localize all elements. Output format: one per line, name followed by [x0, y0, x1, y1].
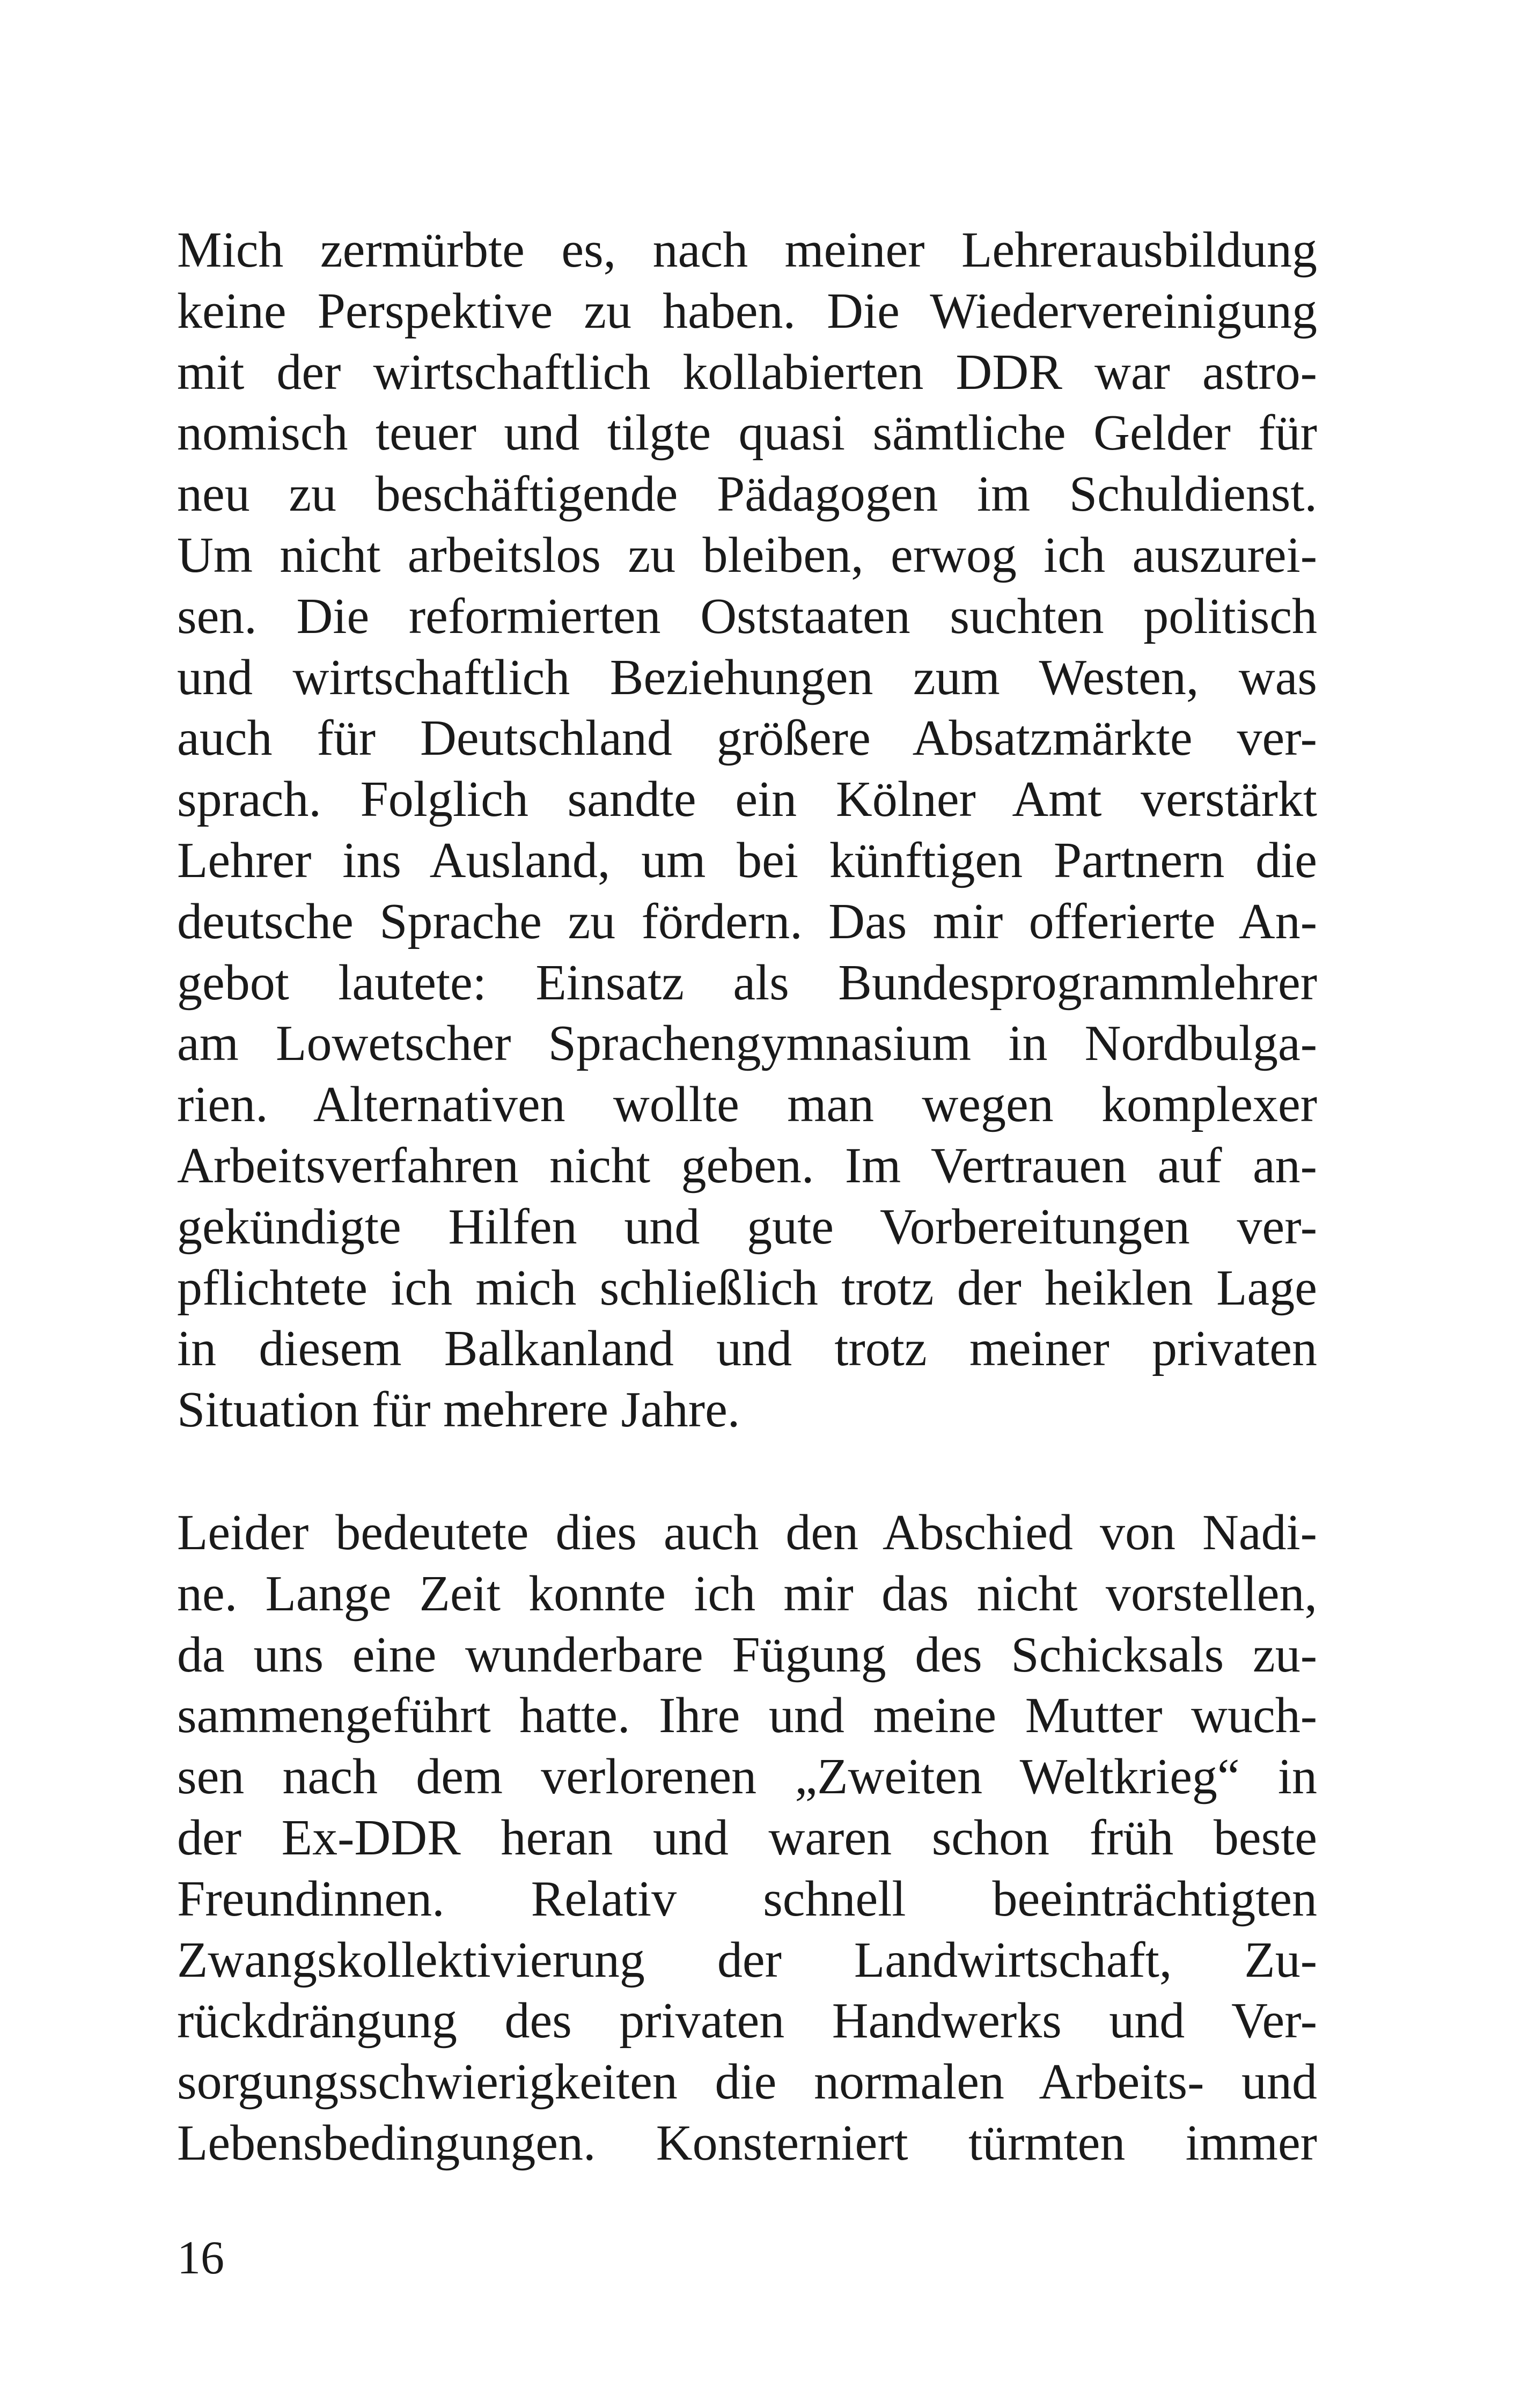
text-line: neu zu beschäftigende Pädagogen im Schuldienst.	[177, 466, 1317, 522]
text-line: sen nach dem verlorenen „Zweiten Weltkrieg“ in	[177, 1749, 1317, 1805]
text-line: Leider bedeutete dies auch den Abschied von Nadi-	[177, 1504, 1317, 1560]
text-line: sprach. Folglich sandte ein Kölner Amt verstärkt	[177, 771, 1317, 828]
text-line: Um nicht arbeitslos zu bleiben, erwog ich auszurei-	[177, 527, 1317, 583]
text-line: gebot lautete: Einsatz als Bundesprogrammlehrer	[177, 954, 1317, 1011]
text-line: rückdrängung des privaten Handwerks und Ver-	[177, 1993, 1317, 2049]
page-body	[177, 220, 1317, 2174]
text-line: deutsche Sprache zu fördern. Das mir offerierte An-	[177, 893, 1317, 949]
paragraph-2	[177, 1503, 1317, 2174]
text-line: da uns eine wunderbare Fügung des Schicksals zu-	[177, 1626, 1317, 1683]
text-line: keine Perspektive zu haben. Die Wiedervereinigung	[177, 283, 1317, 339]
text-line: in diesem Balkanland und trotz meiner privaten	[177, 1321, 1317, 1377]
text-line: gekündigte Hilfen und gute Vorbereitungen ver-	[177, 1198, 1317, 1255]
text-line: auch für Deutschland größere Absatzmärkte ver-	[177, 710, 1317, 767]
text-line: pflichtete ich mich schließlich trotz der heiklen Lage	[177, 1260, 1317, 1316]
paragraph-gap	[177, 1441, 1317, 1503]
text-line: Situation für mehrere Jahre.	[177, 1382, 740, 1438]
paragraph-1	[177, 220, 1317, 1441]
page-number: 16	[177, 2232, 224, 2284]
text-line: mit der wirtschaftlich kollabierten DDR war astro-	[177, 344, 1317, 400]
text-line: der Ex-DDR heran und waren schon früh beste	[177, 1809, 1317, 1866]
text-line: ne. Lange Zeit konnte ich mir das nicht vorstellen,	[177, 1565, 1317, 1622]
text-line: sorgungsschwierigkeiten die normalen Arbeits- und	[177, 2054, 1317, 2110]
text-line: Arbeitsverfahren nicht geben. Im Vertrauen auf an-	[177, 1137, 1317, 1194]
text-line: Mich zermürbte es, nach meiner Lehrerausbildung	[177, 222, 1317, 278]
text-line: Lehrer ins Ausland, um bei künftigen Partnern die	[177, 832, 1317, 888]
text-line: am Lowetscher Sprachengymnasium in Nordbulga-	[177, 1015, 1317, 1072]
text-line: Zwangskollektivierung der Landwirtschaft, Zu-	[177, 1932, 1317, 1988]
text-line: Lebensbedingungen. Konsterniert türmten immer	[177, 2115, 1317, 2171]
text-line: nomisch teuer und tilgte quasi sämtliche Gelder für	[177, 405, 1317, 461]
text-line: Freundinnen. Relativ schnell beeinträchtigten	[177, 1871, 1317, 1927]
text-line: rien. Alternativen wollte man wegen komplexer	[177, 1077, 1317, 1133]
text-line: sammengeführt hatte. Ihre und meine Mutter wuch-	[177, 1688, 1317, 1744]
text-line: und wirtschaftlich Beziehungen zum Westen, was	[177, 649, 1317, 705]
text-line: sen. Die reformierten Oststaaten suchten politisch	[177, 588, 1317, 644]
